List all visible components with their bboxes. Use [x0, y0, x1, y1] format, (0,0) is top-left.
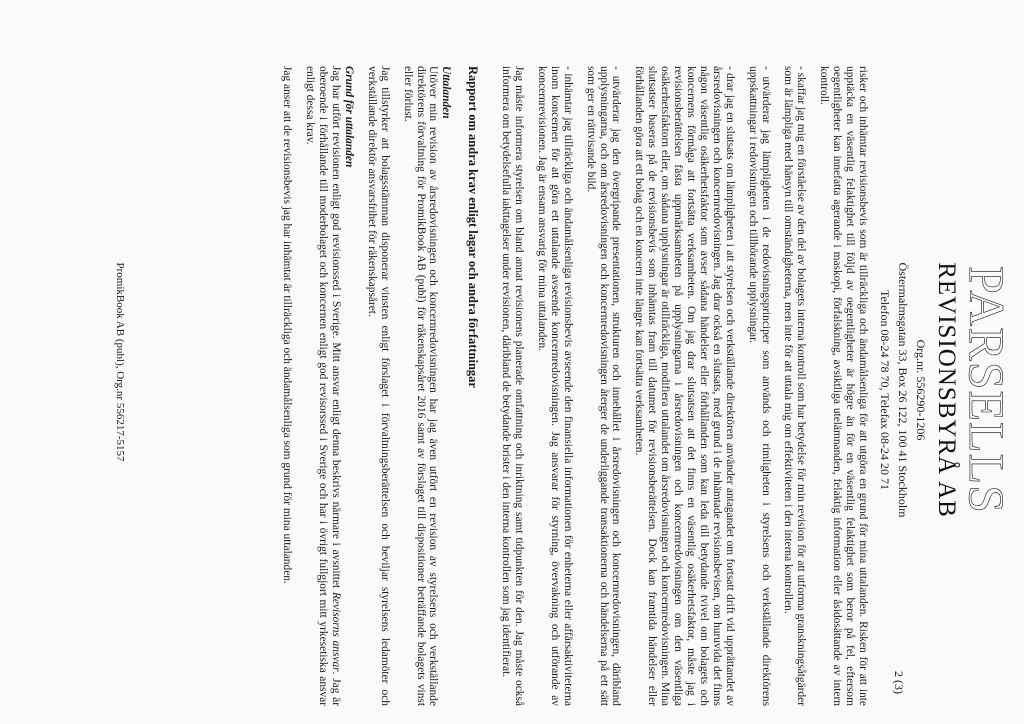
- section-heading: Rapport om andra krav enligt lagar och andra författningar: [466, 66, 481, 388]
- paragraph: risker och inhämtar revisionsbevis som är tillräckliga och ändamålsenliga för att utgöra en grund för mina uttalanden. Risken för att inte upptäcka en väsentlig felaktighet till följd av oegentligheter är högre än för en väsentlig felaktighet som beror på fel, eftersom oegentligheter kan innefatta agerande i maskopi, förfalskning, avsiktliga utelämnanden, felaktig information eller åsidosättande av intern kontroll.: [818, 66, 869, 706]
- paragraph: - utvärderar jag den övergripande presentationen, strukturen och innehållet i årsredovisningen och koncernredovisningen, däribland upplysningarna, och om årsredovisningen och koncernredovisningen återger de underliggande transaktionerna och händelserna på ett sätt som ger en rättvisande bild.: [584, 66, 623, 706]
- paragraph: - drar jag en slutsats om lämpligheten i att styrelsen och verkställande direktören använder antagandet om fortsatt drift vid upprättandet av årsredovisningen och koncernredovisningen. Jag drar också en slutsats, med grund i de inhämtade revisionsbevisen, om huruvida det finns någon väsentlig osäkerhetsfaktor som avser sådana händelser eller förhållanden som kan leda till betydande tvivel om bolagets och koncernens förmåga att fortsätta verksamheten. Om jag drar slutsatsen att det finns en väsentlig osäkerhetsfaktor, måste jag i revisionsberättelsen fästa uppmärksamheten på upplysningarna i årsredovisningen och koncernredovisningen om den väsentliga osäkerhetsfaktorn eller, om sådana upplysningar är otillräckliga, modifiera uttalandet om årsredovisningen och koncernredovisningen. Mina slutsatser baseras på de revisionsbevis som inhämtas fram till datumet för revisionsberättelsen. Dock kan framtida händelser eller förhållanden göra att ett bolag och en koncern inte längre kan fortsätta verksamheten.: [633, 66, 736, 706]
- address: Östermalmsgatan 33, Box 26 122, 100 41 Stockholm: [896, 262, 910, 518]
- italic-reference: Revisorns ansvar: [330, 591, 342, 672]
- paragraph: [303, 66, 342, 706]
- org-number: Org.nr. 556290-1206: [914, 339, 928, 441]
- paragraph: - utvärderar jag lämpligheten i de redovisningsprinciper som används och rimligheten i styrelsens och verkställande direktörens uppskattningar i redovisningen och tillhörande upplysningar.: [746, 66, 772, 706]
- letterhead: [878, 210, 1015, 570]
- paragraph: Jag tillstyrker att bolagsstämman disponerar vinsten enligt förslaget i förvaltningsberättelsen och beviljar styrelsens ledamöter och verkställande direktör ansvarsfrihet för räkenskapsåret.: [365, 66, 391, 706]
- phone: Telefon 08-24 78 70, Telefax 08-24 20 71: [878, 289, 892, 491]
- subsection-heading: Grund för uttalanden: [342, 66, 355, 168]
- paragraph: - inhämtar jag tillräckliga och ändamålsenliga revisionsbevis avseende den finansiella informationen för enheterna eller affärsaktiviteterna inom koncernen för att göra ett uttalande avseende koncernredovisningen. Jag ansvarar för styrning, övervakning och utförande av koncernrevisionen. Jag är ensam ansvarig för mina uttalanden.: [535, 66, 574, 706]
- paragraph: Jag anser att de revisionsbevis jag har inhämtat är tillräckliga och ändamålsenliga som grund för mina uttalanden.: [281, 66, 294, 584]
- brand-logo: PARSELLS: [959, 266, 1015, 514]
- text-run: . Jag är oberoende i förhållande till moderbolaget och koncernen enligt god revisorssed i Sverige och har i övrigt fullgjort mitt yrkesetiska ansvar enligt dessa krav.: [304, 66, 342, 707]
- page-number: 2 (3): [892, 671, 906, 694]
- paragraph: - skaffar jag mig en förståelse av den del av bolagets interna kontroll som har betydelse för min revision för att utforma granskningsåtgärder som är lämpliga med hänsyn till omständigheterna, men inte för att uttala mig om effektiviteten i den interna kontrollen.: [782, 66, 808, 706]
- document-body: [270, 66, 869, 706]
- paragraph: Jag måste informera styrelsen om bland annat revisionens planerade omfattning och inriktning samt tidpunkten för den. Jag måste också informera om betydelsefulla iakttagelser under revisionen, däribland de betydande brister i den interna kontrollen som jag identifierat.: [500, 66, 526, 706]
- text-run: Jag har utfört revisionen enligt god revisionssed i Sverige. Mitt ansvar enligt denna beskrivs närmare i avsnittet: [330, 66, 342, 592]
- brand-subtitle: REVISIONSBYRÅ AB: [933, 262, 960, 518]
- paragraph: Utöver min revision av årsredovisningen och koncernredovisningen har jag även utfört en revision av styrelsens och verkställande direktörens förvaltning för PromikBook AB (publ) för räkenskapsåret 2016 samt av förslaget till dispositioner beträffande bolagets vinst eller förlust.: [401, 66, 440, 706]
- subsection-heading: Uttalanden: [440, 66, 453, 119]
- footer: PromikBook AB (publ), Org.nr 556217-5157: [114, 262, 126, 462]
